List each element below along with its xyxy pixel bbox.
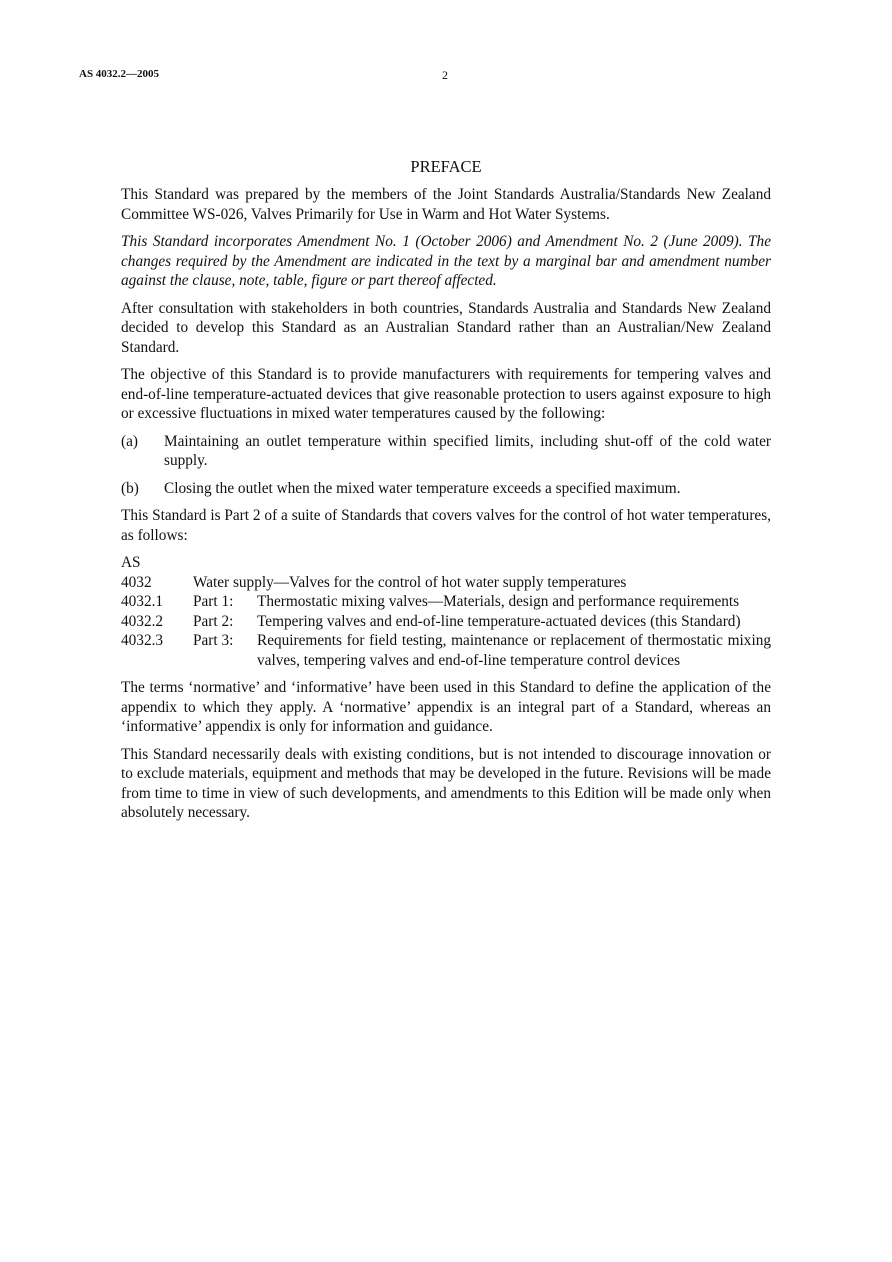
- paragraph-appendix-terms: The terms ‘normative’ and ‘informative’ have been used in this Standard to define the application of the appendix to which they apply. A ‘normative’ appendix is an integral part of a Standard, whereas an ‘informative’ appendix is only for information and guidance.: [121, 679, 771, 735]
- paragraph-revisions: This Standard necessarily deals with existing conditions, but is not intended to discourage innovation or to exclude materials, equipment and methods that may be developed in the future. Revisions will be made from time to time in view of such developments, and amendments to this Edition will be made only when absolutely necessary.: [121, 745, 771, 821]
- standards-series-list: [121, 553, 771, 670]
- series-row: [121, 592, 771, 612]
- page-title: PREFACE: [410, 157, 482, 176]
- list-marker: (b): [121, 479, 139, 497]
- page-number: 2: [442, 68, 448, 82]
- series-part: Part 2:: [193, 612, 234, 630]
- paragraph-amendments: This Standard incorporates Amendment No. 1 (October 2006) and Amendment No. 2 (June 2009). The changes required by the Amendment are indicated in the text by a marginal bar and amendment number against the clause, note, table, figure or part thereof affected.: [121, 233, 771, 289]
- series-row: [121, 612, 771, 632]
- series-title: Requirements for field testing, maintenance or replacement of thermostatic mixing valves, tempering valves and end-of-line temperature control devices: [257, 632, 771, 669]
- paragraph-committee: This Standard was prepared by the members of the Joint Standards Australia/Standards New Zealand Committee WS-026, Valves Primarily for Use in Warm and Hot Water Systems.: [121, 186, 771, 223]
- series-number: 4032.3: [121, 632, 164, 649]
- paragraph-consultation: After consultation with stakeholders in both countries, Standards Australia and Standards New Zealand decided to develop this Standard as an Australian Standard rather than an Australian/New Zealand Standard.: [121, 299, 771, 356]
- series-number: 4032.1: [121, 593, 164, 610]
- series-number: 4032.2: [121, 612, 164, 630]
- series-part: Part 3:: [193, 632, 234, 649]
- list-item: [121, 432, 771, 471]
- preface-section: [121, 157, 771, 831]
- series-part: Part 1:: [193, 593, 234, 610]
- series-number: 4032: [121, 573, 152, 591]
- list-marker: (a): [121, 432, 138, 450]
- series-row: [121, 631, 771, 670]
- paragraph-objective: The objective of this Standard is to provide manufacturers with requirements for tempering valves and end-of-line temperature-actuated devices that give reasonable protection to users against exposure to high or excessive fluctuations in mixed water temperatures caused by the following:: [121, 366, 771, 422]
- list-text: Closing the outlet when the mixed water temperature exceeds a specified maximum.: [164, 479, 681, 497]
- series-title: Water supply—Valves for the control of hot water supply temperatures: [193, 573, 627, 591]
- list-text: Maintaining an outlet temperature within specified limits, including shut-off of the cold water supply.: [164, 432, 771, 469]
- series-prefix: AS: [121, 554, 141, 571]
- series-title: Thermostatic mixing valves—Materials, design and performance requirements: [257, 593, 740, 610]
- series-row: [121, 573, 771, 593]
- paragraph-suite: This Standard is Part 2 of a suite of Standards that covers valves for the control of hot water temperatures, as follows:: [121, 507, 771, 544]
- standard-designation: AS 4032.2—2005: [79, 68, 160, 80]
- series-title: Tempering valves and end-of-line temperature-actuated devices (this Standard): [257, 612, 741, 630]
- list-item: [121, 479, 771, 499]
